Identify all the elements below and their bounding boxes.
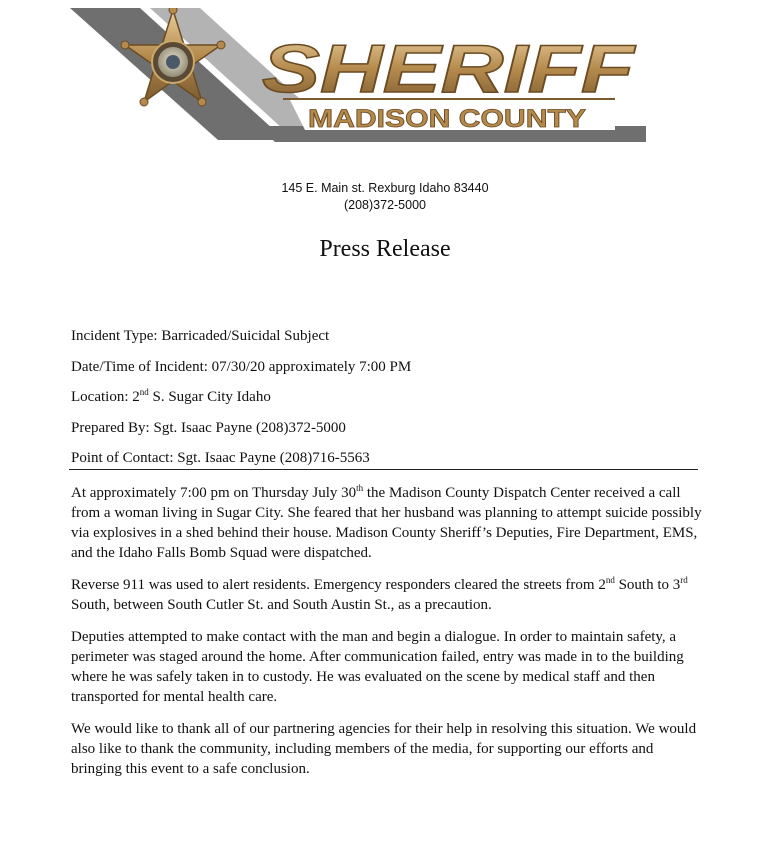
- paragraph-2-ordinal-1: nd: [605, 575, 615, 585]
- incident-date-time: Date/Time of Incident: 07/30/20 approximately 7:00 PM: [71, 358, 412, 375]
- location-ordinal: nd: [139, 387, 149, 397]
- page-title: Press Release: [319, 236, 451, 262]
- point-of-contact: Point of Contact: Sgt. Isaac Payne (208)716-5563: [71, 450, 370, 466]
- address-block: [0, 180, 770, 214]
- paragraph-1: [71, 483, 703, 563]
- incident-meta: [71, 326, 701, 479]
- logo-word: SHERIFF: [262, 31, 636, 107]
- section-divider: [69, 469, 698, 470]
- paragraph-4: We would like to thank all of our partnering agencies for their help in resolving this situation. We would also like to thank the community, including members of the media, for supporting our efforts and bringing this event to a safe conclusion.: [71, 721, 697, 777]
- incident-location: [71, 387, 701, 418]
- paragraph-3: Deputies attempted to make contact with the man and begin a dialogue. In order to maintain safety, a perimeter was staged around the home. After communication failed, entry was made in to the building where he was safely taken in to custody. He was evaluated on the scene by medical staff and then transported for mental health care.: [71, 629, 684, 705]
- paragraph-2-text-rest: South, between South Cutler St. and South Austin St., as a precaution.: [71, 597, 492, 613]
- paragraph-1-text-rest: the Madison County Dispatch Center received a call from a woman living in Sugar City. She feared that her husband was planning to attempt suicide possibly via explosives in a shed behind their house. Madison County Sheriff’s Deputies, Fire Department, EMS, and the Idaho Falls Bomb Squad were dispatched.: [71, 485, 702, 561]
- paragraph-2-ordinal-2: rd: [680, 575, 688, 585]
- sheriff-logo-header: [70, 8, 670, 148]
- prepared-by: Prepared By: Sgt. Isaac Payne (208)372-5000: [71, 419, 346, 436]
- paragraph-2-text: Reverse 911 was used to alert residents. Emergency responders cleared the streets from 2: [71, 577, 606, 593]
- paragraph-2: [71, 575, 703, 615]
- release-body: [71, 483, 703, 791]
- location-text: Location: 2: [71, 389, 140, 405]
- logo-county: MADISON COUNTY: [308, 105, 587, 133]
- incident-type: Incident Type: Barricaded/Suicidal Subject: [71, 328, 330, 344]
- phone-line: (208)372-5000: [343, 198, 426, 212]
- paragraph-2-text-mid: South to 3: [614, 577, 681, 593]
- paragraph-1-ordinal: th: [356, 483, 364, 493]
- sheriff-logo: [70, 8, 670, 148]
- address-line: 145 E. Main st. Rexburg Idaho 83440: [281, 181, 489, 195]
- paragraph-1-text: At approximately 7:00 pm on Thursday July 30: [71, 485, 357, 501]
- location-text-rest: S. Sugar City Idaho: [148, 389, 271, 405]
